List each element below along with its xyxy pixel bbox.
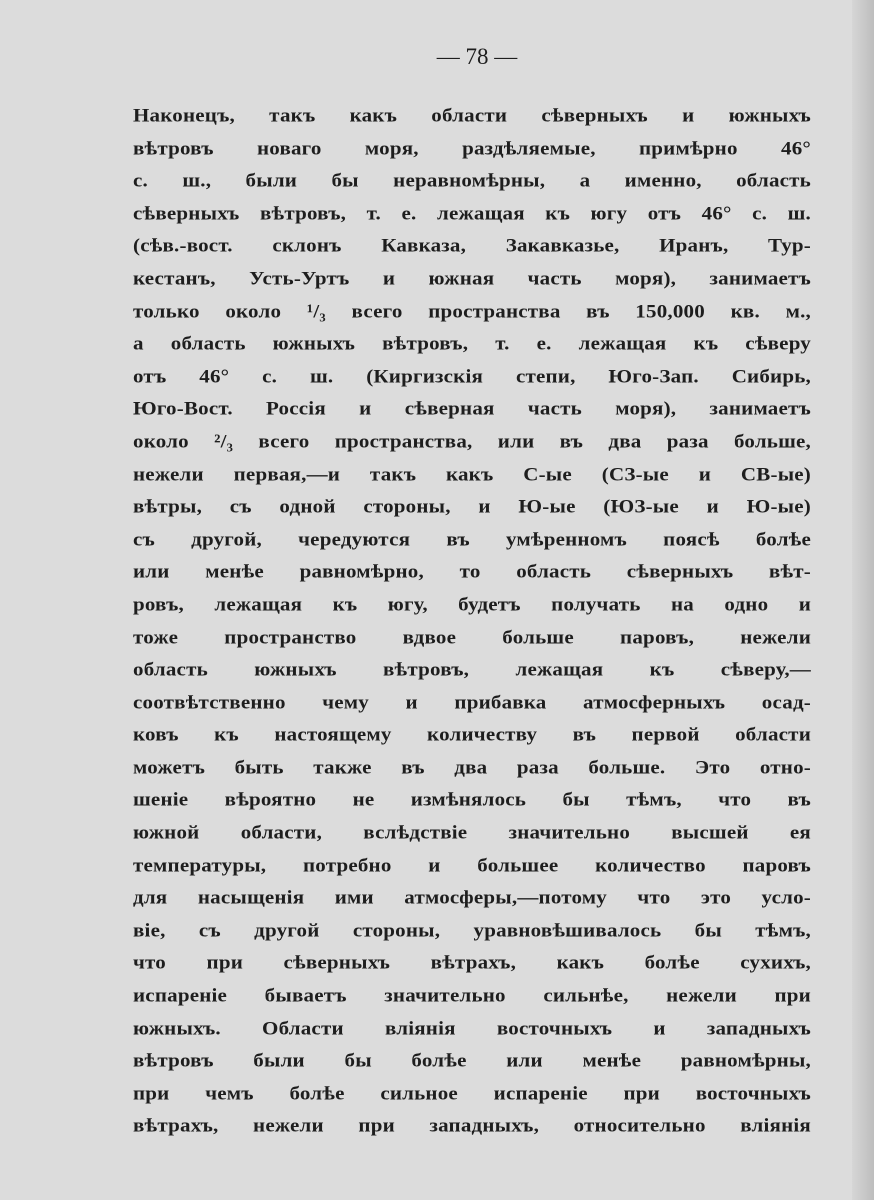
- text-line: южной области, вслѣдствіе значительно высшей ея: [133, 821, 811, 844]
- text-line: соотвѣтственно чему и прибавка атмосферныхъ осад-: [133, 690, 811, 713]
- text-line: а область южныхъ вѣтровъ, т. е. лежащая къ сѣверу: [133, 332, 811, 355]
- text-line: ковъ къ настоящему количеству въ первой области: [133, 723, 811, 746]
- text-line: только около ¹/₃ всего пространства въ 150,000 кв. м.,: [133, 299, 811, 322]
- text-line: или менѣе равномѣрно, то область сѣверныхъ вѣт-: [133, 560, 811, 583]
- text-line: съ другой, чередуются въ умѣренномъ поясѣ болѣе: [133, 527, 811, 550]
- text-line: испареніе бываетъ значительно сильнѣе, нежели при: [133, 984, 811, 1007]
- text-line: кестанъ, Усть-Уртъ и южная часть моря), занимаетъ: [133, 266, 811, 290]
- text-line: Юго-Вост. Россія и сѣверная часть моря), занимаетъ: [133, 397, 811, 420]
- text-line: температуры, потребно и большее количество паровъ: [133, 853, 811, 876]
- text-line: вѣтрахъ, нежели при западныхъ, относительно вліянія: [133, 1114, 811, 1137]
- text-line: вѣтровъ были бы болѣе или менѣе равномѣрны,: [133, 1049, 811, 1072]
- text-line: (сѣв.-вост. склонъ Кавказа, Закавказье, Иранъ, Тур-: [133, 234, 811, 257]
- text-line: вѣтры, съ одной стороны, и Ю-ые (ЮЗ-ые и Ю-ые): [133, 495, 811, 518]
- page-edge-shadow: [852, 0, 874, 1200]
- text-line: нежели первая,—и такъ какъ С-ые (СЗ-ые и СВ-ые): [133, 462, 811, 485]
- text-line: с. ш., были бы неравномѣрны, а именно, область: [133, 169, 811, 192]
- text-line: сѣверныхъ вѣтровъ, т. е. лежащая къ югу отъ 46° с. ш.: [133, 201, 811, 224]
- text-line: что при сѣверныхъ вѣтрахъ, какъ болѣе сухихъ,: [133, 951, 811, 974]
- text-line: для насыщенія ими атмосферы,—потому что это усло-: [133, 886, 811, 909]
- text-line: Наконецъ, такъ какъ области сѣверныхъ и южныхъ: [133, 103, 811, 127]
- text-line: ровъ, лежащая къ югу, будетъ получать на одно и: [133, 592, 811, 615]
- page-number: — 78 —: [436, 44, 518, 69]
- text-line: южныхъ. Области вліянія восточныхъ и западныхъ: [133, 1016, 811, 1039]
- text-line: при чемъ болѣе сильное испареніе при восточныхъ: [133, 1081, 811, 1104]
- text-line: вѣтровъ новаго моря, раздѣляемые, примѣрно 46°: [133, 136, 811, 159]
- text-line: віе, съ другой стороны, уравновѣшивалось бы тѣмъ,: [133, 918, 811, 941]
- text-line: можетъ быть также въ два раза больше. Это отно-: [133, 755, 811, 778]
- body-text: [133, 99, 811, 1142]
- text-line: область южныхъ вѣтровъ, лежащая къ сѣверу,—: [133, 658, 811, 681]
- text-line: шеніе вѣроятно не измѣнялось бы тѣмъ, что въ: [133, 788, 811, 811]
- text-line: около ²/₃ всего пространства, или въ два раза больше,: [133, 429, 811, 453]
- text-line: отъ 46° с. ш. (Киргизскія степи, Юго-Зап. Сибирь,: [133, 364, 811, 387]
- text-line: тоже пространство вдвое больше паровъ, нежели: [133, 625, 811, 648]
